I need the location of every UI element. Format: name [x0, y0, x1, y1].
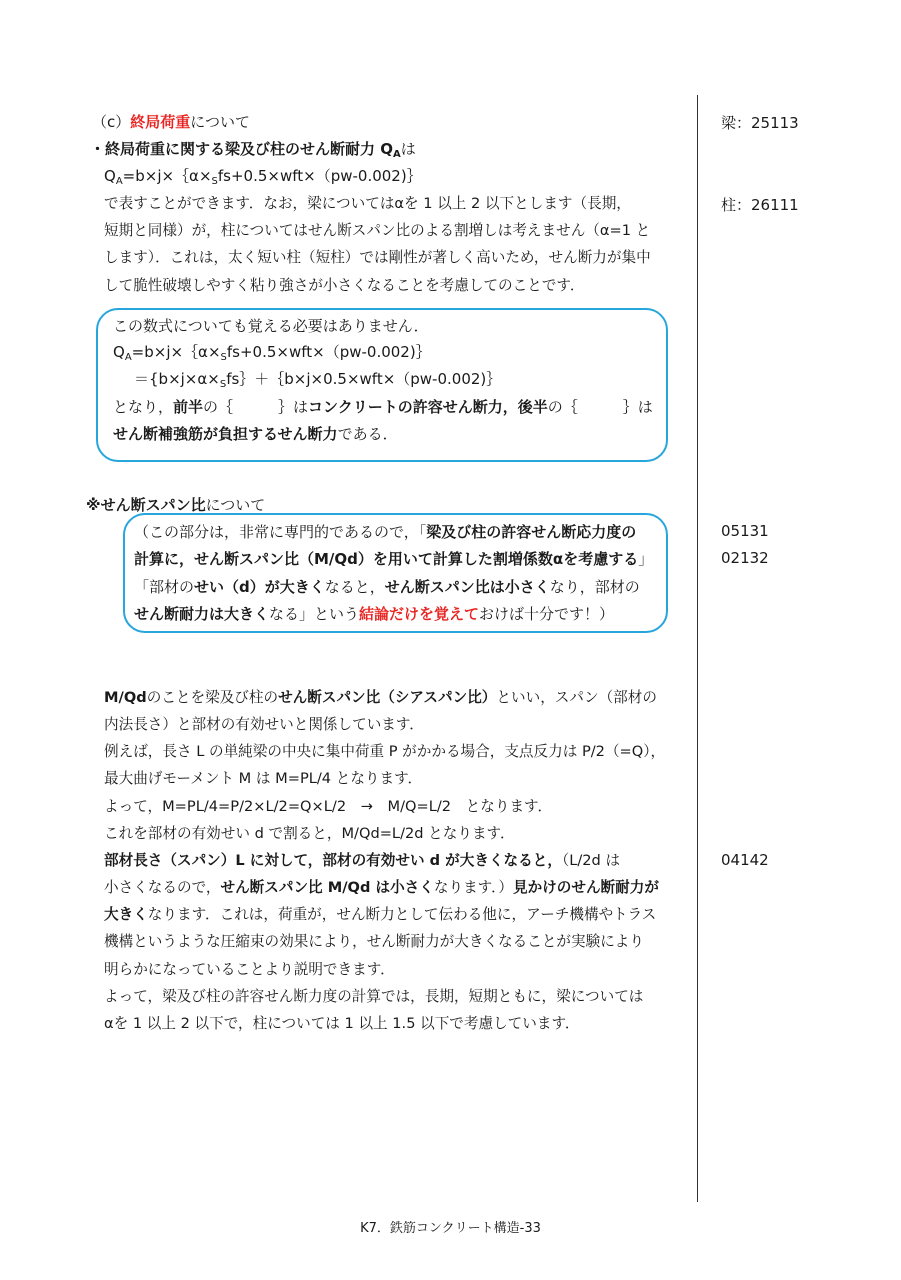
para2-l9-a: 大きく	[104, 906, 148, 923]
formula-part1: =b×j×｛α×	[122, 167, 212, 185]
formula-sub-s: S	[211, 176, 218, 187]
para2-line-1	[104, 688, 657, 708]
box1-sub-a: A	[124, 352, 132, 363]
para2-line-11: 明らかになっていることより説明できます．	[104, 961, 395, 978]
box1-l4-c: の｛ ｝は	[203, 398, 309, 416]
side-note-ref-2: 02132	[721, 549, 769, 567]
box2-l3-d: せん断スパン比は小さく	[384, 578, 550, 596]
box1-f2-part2: fs+0.5×wft×（pw-0.002)｝	[226, 343, 431, 361]
box1-line4	[113, 397, 653, 417]
section-suffix: について	[190, 113, 250, 131]
bullet-heading	[90, 139, 416, 165]
para2-l8-d: 見かけのせん断耐力が	[512, 879, 659, 896]
box1-formula	[113, 342, 431, 368]
bullet-title: ・終局荷重に関する梁及び柱のせん断耐力 Q	[90, 140, 393, 158]
para2-line-3: 例えば，長さ L の単純梁の中央に集中荷重 P がかかる場合，支点反力は P/2（=Q），	[104, 743, 666, 760]
box2-line2	[134, 549, 653, 569]
side-note-beam: 梁：25113	[721, 114, 799, 132]
para2-line-12: よって，梁及び柱の許容せん断力度の計算では，長期，短期ともに，梁については	[104, 988, 644, 1005]
para2-line-6: これを部材の有効せい d で割ると，M/Qd=L/2d となります．	[104, 825, 515, 842]
formula-line	[104, 166, 422, 192]
box1-f3-sub-s: S	[219, 379, 227, 390]
para2-l8-c: なります．）	[433, 879, 513, 896]
margin-divider	[697, 95, 698, 1202]
side-note-column: 柱：26111	[721, 196, 799, 214]
formula-part2: fs+0.5×wft×（pw-0.002)｝	[217, 167, 422, 185]
section-highlight: 終局荷重	[130, 113, 191, 131]
para2-l1-c: せん断スパン比（シアスパン比）	[278, 689, 497, 706]
para2-l7-a: 部材長さ（スパン）L に対して，部材の有効せい d が大きくなると，	[104, 852, 562, 869]
para2-line-2: 内法長さ）と部材の有効せいと関係しています．	[104, 716, 424, 733]
section-prefix: （c）	[92, 113, 131, 131]
para2-l9-b: なります．これは，荷重が，せん断力として伝わる他に，アーチ機構やトラス	[147, 906, 657, 923]
para2-line-4: 最大曲げモーメント M は M=PL/4 となります．	[104, 770, 423, 787]
box2-l4-c: 結論だけを覚えて	[359, 605, 480, 623]
para2-line-7	[104, 851, 620, 871]
box2-l3-c: なると，	[324, 578, 385, 596]
para2-l8-a: 小さくなるので，	[104, 879, 221, 896]
box2-l4-d: おけば十分です！）	[479, 605, 615, 623]
box1-l4-d: コンクリートの許容せん断力，後半	[308, 398, 548, 416]
box2-line3	[134, 577, 640, 597]
box2-l3-a: 「部材の	[134, 578, 195, 596]
box1-f3-part1: ＝{b×j×α×	[134, 370, 220, 388]
para1-line-1: で表すことができます．なお，梁についてはαを 1 以上 2 以下とします（長期，	[104, 195, 631, 212]
para2-l1-d: といい，スパン（部材の	[496, 689, 657, 706]
box1-l4-e: の｛ ｝は	[547, 398, 653, 416]
box1-line5	[113, 424, 398, 444]
para2-line-9	[104, 905, 656, 925]
box2-l2-b: 」	[638, 550, 654, 568]
box1-l5-a: せん断補強筋が負担するせん断力	[113, 425, 338, 443]
box2-l2-a: 計算に，せん断スパン比（M/Qd）を用いて計算した割増係数αを考慮する	[134, 550, 639, 568]
box1-q: Q	[113, 343, 125, 361]
box2-l3-e: なり，部材の	[549, 578, 640, 596]
side-note-ref-1: 05131	[721, 522, 769, 540]
para2-l8-b: せん断スパン比 M/Qd は小さく	[220, 879, 434, 896]
section-heading	[92, 112, 250, 132]
bullet-subscript: A	[392, 149, 401, 160]
box1-f3-part2: fs｝＋｛b×j×0.5×wft×（pw-0.002)｝	[226, 370, 502, 388]
para1-line-2: 短期と同様）が，柱についてはせん断スパン比のよる割増しは考えません（α=1 と	[104, 222, 651, 239]
box1-l5-b: である．	[337, 425, 398, 443]
para2-line-10: 機構というような圧縮束の効果により，せん断耐力が大きくなることが実験により	[104, 933, 644, 950]
page-footer: K7．鉄筋コンクリート構造-33	[360, 1221, 541, 1236]
para1-line-3: します）．これは，太く短い柱（短柱）では剛性が著しく高いため，せん断力が集中	[104, 249, 651, 266]
box2-l1-b: 梁及び柱の許容せん断応力度の	[426, 523, 637, 541]
formula-q: Q	[104, 167, 116, 185]
para2-line-5: よって，M=PL/4=P/2×L/2=Q×L/2 → M/Q=L/2 となります．	[104, 798, 553, 815]
box1-line1: この数式についても覚える必要はありません．	[113, 317, 429, 335]
box1-formula-expanded	[134, 369, 501, 395]
box2-line4	[134, 604, 614, 624]
box2-line1	[134, 522, 636, 542]
box2-l1-a: （この部分は，非常に専門的であるので，「	[134, 523, 427, 541]
box2-l3-b: せい（d）が大きく	[194, 578, 325, 596]
shear-span-rest: について	[205, 496, 266, 514]
box1-l4-b: 前半	[173, 398, 204, 416]
para2-l1-b: のことを梁及び柱の	[146, 689, 279, 706]
side-note-ref-3: 04142	[721, 851, 769, 869]
para1-line-4: して脆性破壊しやすく粘り強さが小さくなることを考慮してのことです．	[104, 277, 585, 294]
box2-l4-a: せん断耐力は大きく	[134, 605, 270, 623]
box1-f2-part1: =b×j×｛α×	[131, 343, 221, 361]
para2-l1-a: M/Qd	[104, 689, 147, 706]
bullet-tail: は	[400, 140, 416, 158]
para2-line-8	[104, 878, 659, 898]
shear-span-heading	[86, 495, 265, 515]
shear-span-bold: ※せん断スパン比	[86, 496, 206, 514]
box1-sub-s: S	[220, 352, 227, 363]
box1-l4-a: となり，	[113, 398, 174, 416]
box2-l4-b: なる」という	[269, 605, 360, 623]
para2-l7-b: （L/2d は	[561, 852, 621, 869]
para2-line-13: αを 1 以上 2 以下で，柱については 1 以上 1.5 以下で考慮しています．	[104, 1015, 580, 1032]
formula-sub-a: A	[115, 176, 123, 187]
